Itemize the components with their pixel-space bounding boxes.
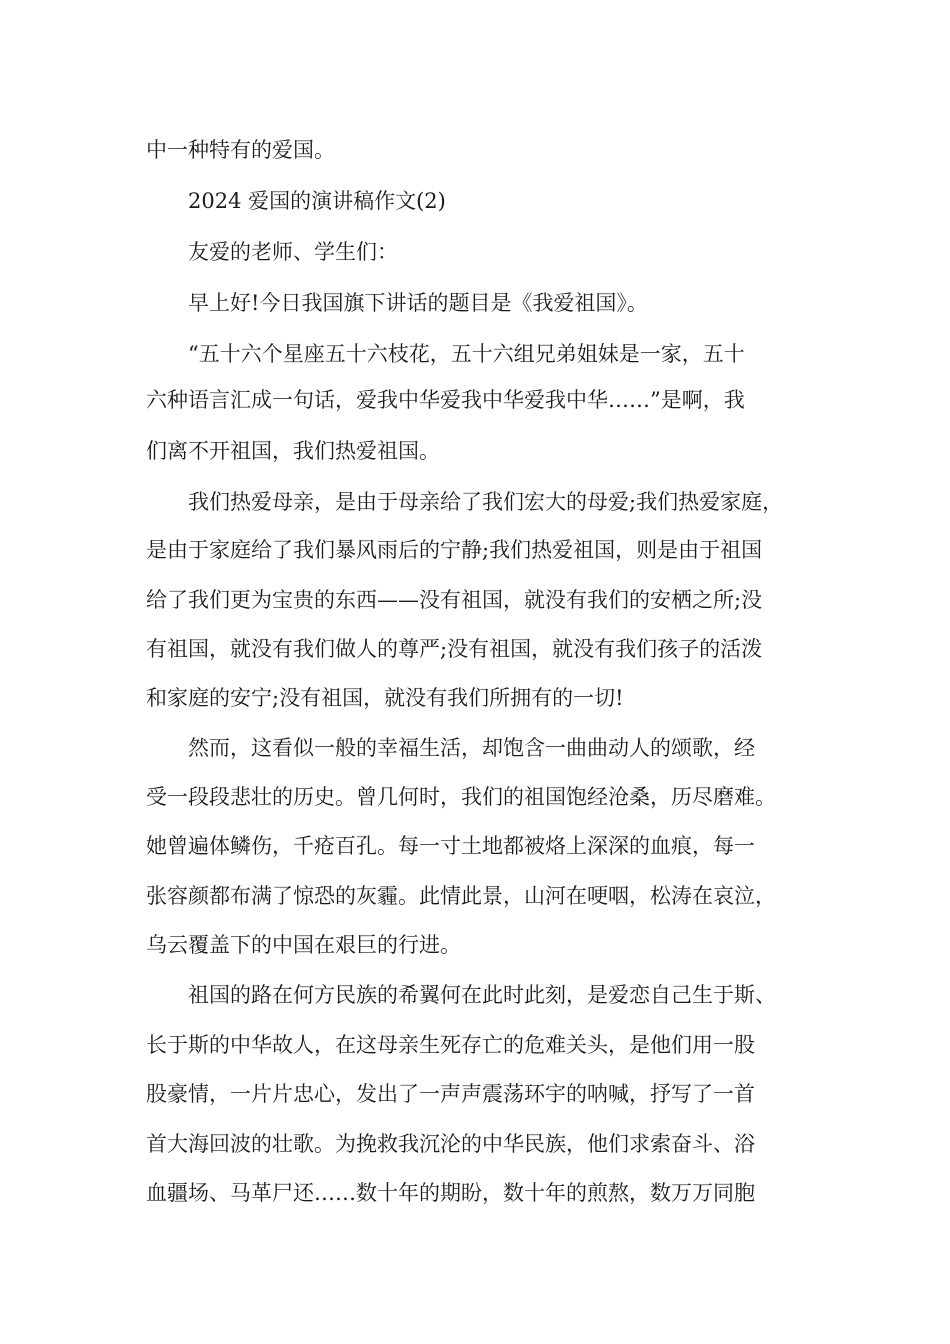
text-line: 祖国的路在何方民族的希翼何在此时此刻，是爱恋自己生于斯、 — [188, 983, 776, 1007]
text-line: 她曾遍体鳞伤，千疮百孔。每一寸土地都被烙上深深的血痕，每一 — [146, 834, 755, 858]
text-line: 友爱的老师、学生们： — [188, 240, 398, 264]
text-line: 给了我们更为宝贵的东西——没有祖国，就没有我们的安栖之所;没 — [146, 588, 763, 612]
text-line: 然而，这看似一般的幸福生活，却饱含一曲曲动人的颂歌，经 — [188, 736, 755, 760]
section-heading: 2024 爱国的演讲稿作文(2) — [188, 189, 446, 213]
text-line: 张容颜都布满了惊恐的灰霾。此情此景，山河在哽咽，松涛在哀泣， — [146, 884, 776, 908]
text-line: 中一种特有的爱国。 — [146, 138, 335, 162]
text-line: 血疆场、马革尸还……数十年的期盼，数十年的煎熬，数万万同胞 — [146, 1181, 755, 1205]
text-line: 是由于家庭给了我们暴风雨后的宁静;我们热爱祖国，则是由于祖国 — [146, 538, 763, 562]
text-line: 和家庭的安宁;没有祖国，就没有我们所拥有的一切! — [146, 686, 624, 710]
text-line: 有祖国，就没有我们做人的尊严;没有祖国，就没有我们孩子的活泼 — [146, 637, 763, 661]
text-line: 股豪情，一片片忠心，发出了一声声震荡环宇的呐喊，抒写了一首 — [146, 1082, 755, 1106]
text-line: 长于斯的中华故人，在这母亲生死存亡的危难关头，是他们用一股 — [146, 1033, 755, 1057]
text-line: 我们热爱母亲，是由于母亲给了我们宏大的母爱;我们热爱家庭， — [188, 490, 784, 514]
text-line: 首大海回波的壮歌。为挽救我沉沦的中华民族，他们求索奋斗、浴 — [146, 1132, 755, 1156]
text-line: 乌云覆盖下的中国在艰巨的行进。 — [146, 933, 461, 957]
text-line: 六种语言汇成一句话，爱我中华爱我中华爱我中华……”是啊，我 — [146, 388, 745, 412]
text-line: “五十六个星座五十六枝花，五十六组兄弟姐妹是一家，五十 — [188, 342, 745, 366]
text-line: 们离不开祖国，我们热爱祖国。 — [146, 439, 440, 463]
text-line: 受一段段悲壮的历史。曾几何时，我们的祖国饱经沧桑，历尽磨难。 — [146, 785, 776, 809]
text-line: 早上好!今日我国旗下讲话的题目是《我爱祖国》。 — [188, 291, 648, 315]
